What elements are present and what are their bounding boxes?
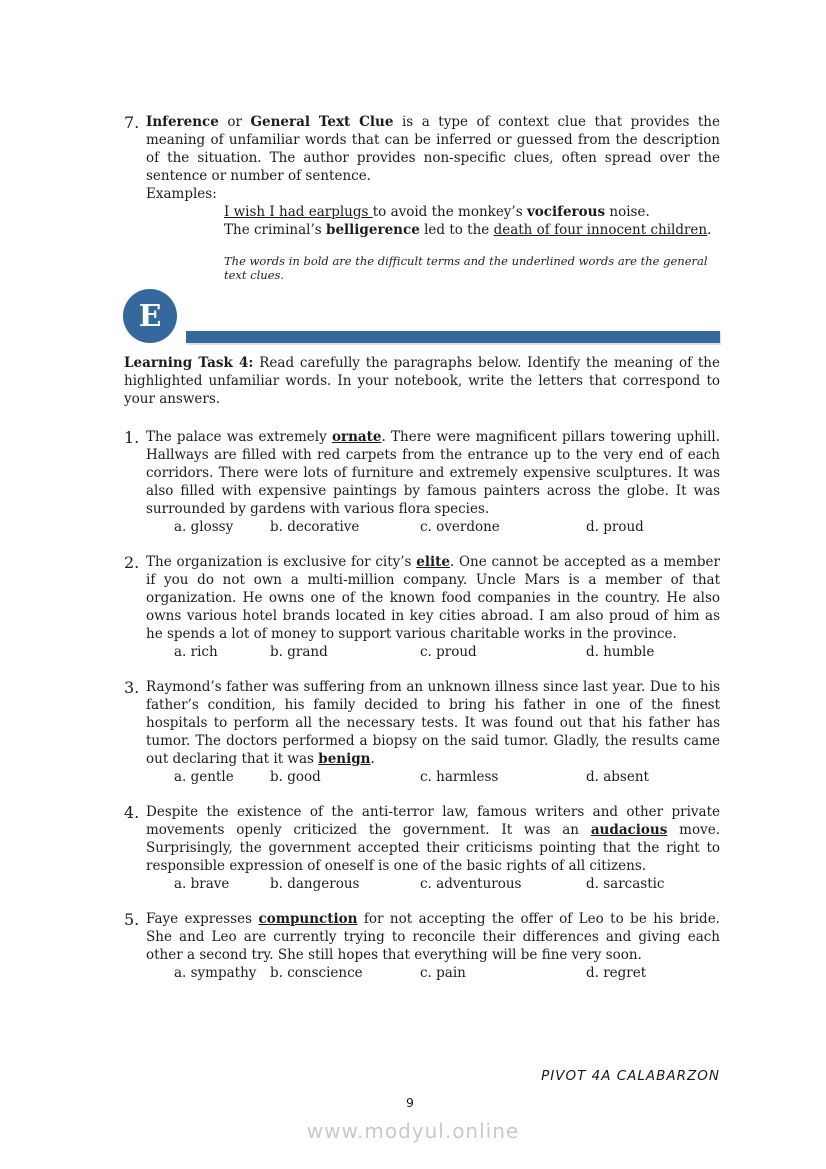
text-segment: noise. [605,204,650,220]
text-segment: Read carefully the paragraphs below. Identify the meaning of the highlighted unfamiliar words. In your notebook, write the letters that correspond to your answers. [124,355,720,407]
section-marker [124,289,720,345]
choice-option: c. adventurous [420,876,522,892]
choice-option: b. conscience [270,965,363,981]
item-number: 5. [124,910,140,929]
text-segment: Faye expresses [146,911,259,927]
choice-option: a. gentle [174,769,234,785]
choice-option: b. grand [270,644,328,660]
highlighted-term: benign [318,751,371,767]
text-segment: The criminal’s [224,222,327,238]
text-segment: move. Surprisingly, the government accepted their criticisms pointing that the right to responsible expression of oneself is one of the basic rights of all citizens. [146,822,720,874]
highlighted-term: elite [416,554,450,570]
highlighted-term: I wish I had earplugs [224,204,373,220]
highlighted-term: compunction [258,911,358,927]
choice-option: b. decorative [270,519,360,535]
item-number: 2. [124,553,140,572]
example-line [224,203,720,221]
item-number: 4. [124,803,140,822]
choice-option: d. regret [586,965,647,981]
text-segment: to avoid the monkey’s [372,204,527,220]
highlighted-term: Learning Task 4: [124,355,254,371]
choices-row [174,518,720,536]
highlighted-term: audacious [590,822,668,838]
text-segment: . [370,751,375,767]
choice-option: b. good [270,769,321,785]
task-item [124,553,720,661]
text-segment: . [707,222,712,238]
choices-row [174,768,720,786]
item-text [146,553,720,643]
task-item [124,428,720,536]
choice-option: d. absent [586,769,649,785]
examples-block [224,203,720,239]
choice-option: a. sympathy [174,965,257,981]
text-segment: led to the [419,222,494,238]
item-number: 3. [124,678,140,697]
choice-option: a. rich [174,644,218,660]
choice-option: d. sarcastic [586,876,665,892]
highlighted-term: Inference [146,114,219,130]
text-segment: The organization is exclusive for city’s [146,554,417,570]
task-item [124,910,720,982]
choice-option: d. proud [586,519,644,535]
text-segment: is a type of context clue that provides the meaning of unfamiliar words that can be inferred or guessed from the description of the situation. The author provides non-specific clues, often spread over the sentence or number of sentence. [146,114,720,184]
text-segment: . One cannot be accepted as a member if you do not own a multi-million company. Uncle Mars is a member of that organization. He owns one of the known food companies in the country. He also owns various hotel brands located in key cities abroad. I am also proud of him as he spends a lot of money to support various charitable works in the province. [146,554,720,642]
examples-label: Examples: [146,186,217,202]
item-text [146,428,720,518]
watermark: www.modyul.online [306,1119,520,1143]
highlighted-term: death of four innocent children [493,222,708,238]
item-number: 1. [124,428,140,447]
text-segment: Despite the existence of the anti-terror law, famous writers and other private movements openly criticized the government. It was an [146,804,720,838]
page-number: 9 [406,1095,414,1110]
choices-row [174,875,720,893]
definition-item-7 [124,113,720,282]
choice-option: c. harmless [420,769,499,785]
section-letter: E [138,299,162,334]
choices-row [174,643,720,661]
choice-option: c. overdone [420,519,500,535]
example-line [224,221,720,239]
choices-row [174,964,720,982]
highlighted-term: belligerence [326,222,420,238]
task-item [124,678,720,786]
page-content [124,113,720,999]
item-number: 7. [124,113,140,132]
section-rule [186,331,720,343]
text-segment: or [218,114,251,130]
task-items [124,428,720,982]
choice-option: a. glossy [174,519,234,535]
text-segment: Raymond’s father was suffering from an unknown illness since last year. Due to his father’s condition, his family decided to bring his father in one of the finest hospitals to perform all the necessary tests. It was found out that his father has tumor. The doctors performed a biopsy on the said tumor. Gladly, the results came out declaring that it was [146,679,720,767]
choice-option: c. proud [420,644,477,660]
section-e-badge-icon [123,289,177,343]
definition-text [146,113,720,185]
footer-brand: PIVOT 4A CALABARZON [541,1068,720,1084]
text-segment: for not accepting the offer of Leo to be his bride. She and Leo are currently trying to reconcile their differences and giving each other a second try. She still hopes that everything will be fine very soon. [146,911,720,963]
learning-task-intro [124,354,720,408]
choice-option: b. dangerous [270,876,360,892]
item-text [146,678,720,768]
task-item [124,803,720,893]
text-segment: . There were magnificent pillars towering uphill. Hallways are filled with red carpets from the entrance up to the very end of each corridors. There were lots of furniture and extremely expensive sculptures. It was also filled with expensive paintings by famous painters across the globe. It was surrounded by gardens with various flora species. [146,429,721,517]
item-text [146,910,720,964]
choice-option: c. pain [420,965,466,981]
item-text [146,803,720,875]
highlighted-term: General Text Clue [250,114,394,130]
text-segment: The palace was extremely [146,429,332,445]
highlighted-term: vociferous [526,204,606,220]
highlighted-term: ornate [331,429,382,445]
choice-option: a. brave [174,876,230,892]
choice-option: d. humble [586,644,655,660]
note-text: The words in bold are the difficult terms and the underlined words are the general text clues. [224,254,708,282]
